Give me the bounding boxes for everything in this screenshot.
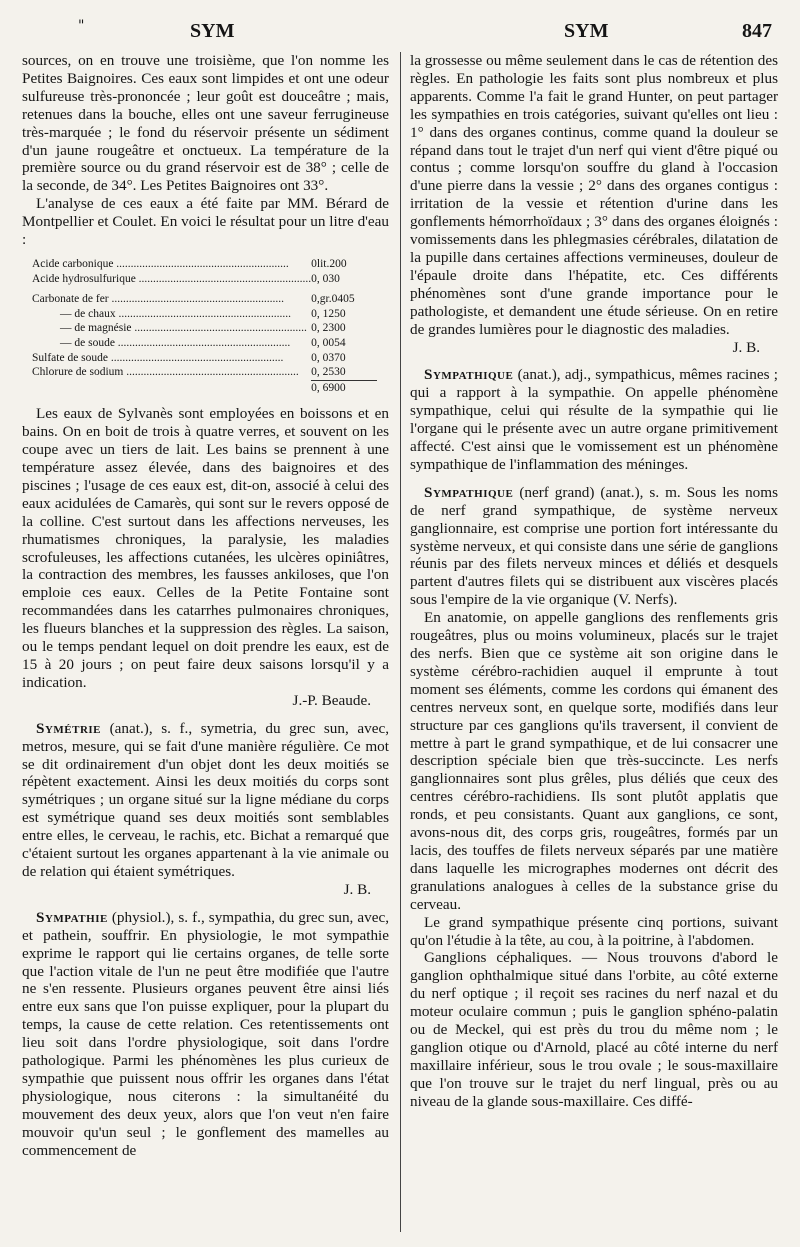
analysis-name: — de magnésie ............................................................ — [60, 322, 307, 335]
analysis-value: 0, 2300 — [311, 322, 346, 335]
analysis-row — [32, 257, 377, 272]
analysis-row — [32, 272, 377, 287]
entry-symetrie — [22, 720, 389, 881]
headword-sympathique-nerf: Sympathique — [424, 483, 514, 501]
signature-beaude: J.-P. Beaude. — [292, 691, 371, 709]
analysis-value: 0,gr.0405 — [311, 293, 355, 306]
analysis-value: 0lit.200 — [311, 257, 347, 270]
analysis-row — [32, 321, 377, 336]
analysis-name: Chlorure de sodium ............................................................ — [32, 366, 299, 379]
header-right-title: SYM — [564, 20, 609, 42]
page-number: 847 — [742, 20, 772, 42]
entry-sympathique-adj — [410, 366, 778, 473]
paragraph-ganglions: En anatomie, on appelle ganglions des renflements gris rougeâtres, plus ou moins volumineux, placés sur le trajet des nerfs. Bien que ce système ait son origine dans le système cérébro-rachidien auquel il emprunte à tout moment ses éléments, comme les cordons qui émanent des centres nerveux sont, en quelque sorte, modifiés dans leur structure par ces ganglions qu'ils traversent, il convient de mettre à part le grand sympathique, et de lui consacrer une description spéciale bien que très-succincte. Les nerfs ganglionnaires sont plus grêles, plus déliés que ceux des centres cérébro-rachidiens. Ils sont plutôt applatis que ronds, et peu consistants. Quant aux ganglions, ce sont, avons-nous dit, des corps gris, rougeâtres, formés par un lacis, des touffes de filets nerveux séparés par une matière dans laquelle les micrographes modernes ont décrit des granulations analogues à celles de la substance grise du cerveau. — [410, 609, 778, 913]
headword-symetrie: Symétrie — [36, 719, 102, 737]
analysis-total-label — [32, 380, 311, 395]
header-left-title: SYM — [190, 20, 235, 42]
signature-jb: J. B. — [343, 880, 371, 898]
analysis-row — [32, 351, 377, 366]
entry-symetrie-body: (anat.), s. f., symetria, du grec sun, avec, metros, mesure, qui se fait d'une manière régulière. Ce mot se dit ordinairement d'un objet dont les deux moitiés se répètent exactement. Ainsi les deux moitiés du corps sont symétriques ; un organe situé sur la ligne médiane du corps est symétrique quand ses deux moitiés sont semblables entre elles, le cerveau, le rachis, etc. Bichat a remarqué que c'étaient surtout les organes appartenant à la vie animale ou de relation qui étaient symétriques. — [22, 719, 389, 880]
paragraph-usage: Les eaux de Sylvanès sont employées en boissons et en bains. On en boit de trois à quatre verres, et souvent on les coupe avec un tiers de lait. Les bains se prennent à une température assez élevée, dans des baignoires et des piscines ; l'usage de ces eaux est, dit-on, associé à celui des eaux acidulées de Camarès, qui sont sur le revers opposé de la colline. C'est surtout dans les affections nerveuses, les rhumatismes chroniques, la paralysie, les maladies scrofuleuses, les affections cutanées, les ulcères opiniâtres, la contraction des membres, les fausses ankiloses, que l'on emploie ces eaux. Celles de la Petite Fontaine sont recommandées dans les catarrhes pulmonaires chroniques, les flueurs blanches et la suppression des règles. La saison, ou le temps pendant lequel on doit prendre les eaux, est de 15 à 20 jours ; on peut faire deux saisons lorsqu'il y a indication. — [22, 405, 389, 691]
analysis-name: Acide carbonique ............................................................ — [32, 257, 289, 270]
analysis-value: 0, 0370 — [311, 351, 346, 364]
right-column — [410, 52, 778, 1111]
header-mark: " — [78, 18, 85, 34]
paragraph-ganglions-cephaliques: Ganglions céphaliques. — Nous trouvons d'abord le ganglion ophthalmique situé dans l'orbite, au côté externe du nerf optique ; il reçoit ses racines du nerf nazal et du moteur oculaire commun ; puis le ganglion sphéno-palatin ou de Meckel, qui est près du trou du même nom ; le ganglion otique ou d'Arnold, placé au côté interne du nerf maxillaire inférieur, sous le trou ovale ; le sous-maxillaire que l'on trouve sur le trajet du nerf lingual, près ou au niveau de la glande sous-maxillaire. Ces diffé- — [410, 949, 778, 1110]
left-column — [22, 52, 389, 1159]
column-divider — [400, 52, 401, 1232]
paragraph-portions: Le grand sympathique présente cinq portions, suivant qu'on l'étudie à la tête, au cou, à la poitrine, à l'abdomen. — [410, 913, 778, 949]
paragraph-analysis-intro: L'analyse de ces eaux a été faite par MM. Bérard de Montpellier et Coulet. En voici le résultat pour un litre d'eau : — [22, 195, 389, 249]
analysis-row — [32, 365, 377, 380]
entry-sympathie — [22, 909, 389, 1160]
analysis-value: 0, 0054 — [311, 336, 346, 349]
paragraph-sources: sources, on en trouve une troisième, que l'on nomme les Petites Baignoires. Ces eaux sont limpides et ont une odeur sulfureuse très-prononcée ; leur goût est douceâtre ; mais, retenues dans la bouche, elles ont une saveur ferrugineuse très-marquée ; le fond du réservoir présente un sédiment d'un jaune rougeâtre et onctueux. La température de la première source ou du grand réservoir est de 38° ; celle de la seconde, de 34°. Les Petites Baignoires ont 33°. — [22, 52, 389, 195]
analysis-total-row — [32, 380, 377, 395]
analysis-table — [32, 257, 377, 395]
analysis-name: — de soude ............................................................ — [60, 336, 291, 349]
entry-sympathique-nerf — [410, 484, 778, 609]
analysis-total-value: 0, 6900 — [311, 380, 377, 395]
analysis-row — [32, 286, 377, 307]
entry-sympathique-adj-body: (anat.), adj., sympathicus, mêmes racines ; qui a rapport à la sympathie. On appelle phénomène sympathique, celui qui résulte de la sympathie qui lie l'organe qui le présente avec un autre organe primitivement affecté. C'est ainsi que le vomissement est un phénomène sympathique de l'inflammation des méninges. — [410, 366, 779, 473]
analysis-name: Acide hydrosulfurique ............................................................ — [32, 272, 312, 285]
analysis-name: Sulfate de soude ............................................................ — [32, 351, 284, 364]
paragraph-sympathie-cont: la grossesse ou même seulement dans le cas de rétention des règles. En pathologie les faits sont plus nombreux et plus apparents. Comme l'a fait le grand Hunter, on peut partager les sympathies en trois catégories, suivant qu'elles ont lieu : 1° dans des organes continus, comme quand la douleur se répand dans tout le trajet d'un nerf qui vient d'être piqué ou contus ; comme lorsqu'on souffre du gland à l'occasion d'une pierre dans la vessie ; 2° dans des organes contigus : irritation de la vessie et rétention d'urine dans les gonflements hémorrhoïdaux ; 3° dans des organes éloignés : vomissements dans les phlegmasies cérébrales, dilatation de la pupille dans certaines affections vermineuses, douleur de l'épaule droite dans l'hépatite, etc. Ces différents phénomènes sont d'une grande importance pour le pathologiste, et demandent une étude sérieuse. On en retire de grandes lumières pour le diagnostic des maladies. — [410, 52, 778, 338]
analysis-value: 0, 030 — [311, 272, 340, 285]
entry-sympathie-body: (physiol.), s. f., sympathia, du grec sun, avec, et pathein, souffrir. En physiologie, le mot sympathie exprime le rapport qui lie certains organes, de telle sorte que l'action vitale de l'un ne peut être modifiée que l'autre ne s'en ressente. Plusieurs organes peuvent être ainsi liés entre eux sans que l'on puisse expliquer, pour la plupart du temps, la cause de cette relation. Ces retentissements ont lieu soit dans l'ordre physiologique, soit dans l'ordre pathologique. Parmi les phénomènes les plus curieux de sympathie que puissent nous offrir les organes dans l'état physiologique, nous citerons : la simultanéité du mouvement des deux yeux, alors que l'on veut n'en faire mouvoir qu'un seul ; le gonflement des mamelles au commencement de — [22, 908, 390, 1159]
entry-sympathique-nerf-body: (nerf grand) (anat.), s. m. Sous les noms de nerf grand sympathique, de système nerveux ganglionnaire, est comprise une portion fort intéressante du système nerveux, et qui consiste dans une série de ganglions réunis par des filets nerveux minces et déliés et desquels partent d'autres filets qui se distribuent aux viscères placés sous l'empire de la vie organique (V. Nerfs). — [410, 483, 778, 609]
analysis-name: — de chaux ............................................................ — [60, 307, 291, 320]
analysis-value: 0, 1250 — [311, 307, 346, 320]
analysis-name: Carbonate de fer ............................................................ — [32, 293, 285, 306]
headword-sympathie: Sympathie — [36, 908, 108, 926]
analysis-row — [32, 307, 377, 322]
headword-sympathique: Sympathique — [424, 366, 514, 384]
analysis-value: 0, 2530 — [311, 366, 346, 379]
signature-jb: J. B. — [732, 338, 760, 356]
analysis-row — [32, 336, 377, 351]
